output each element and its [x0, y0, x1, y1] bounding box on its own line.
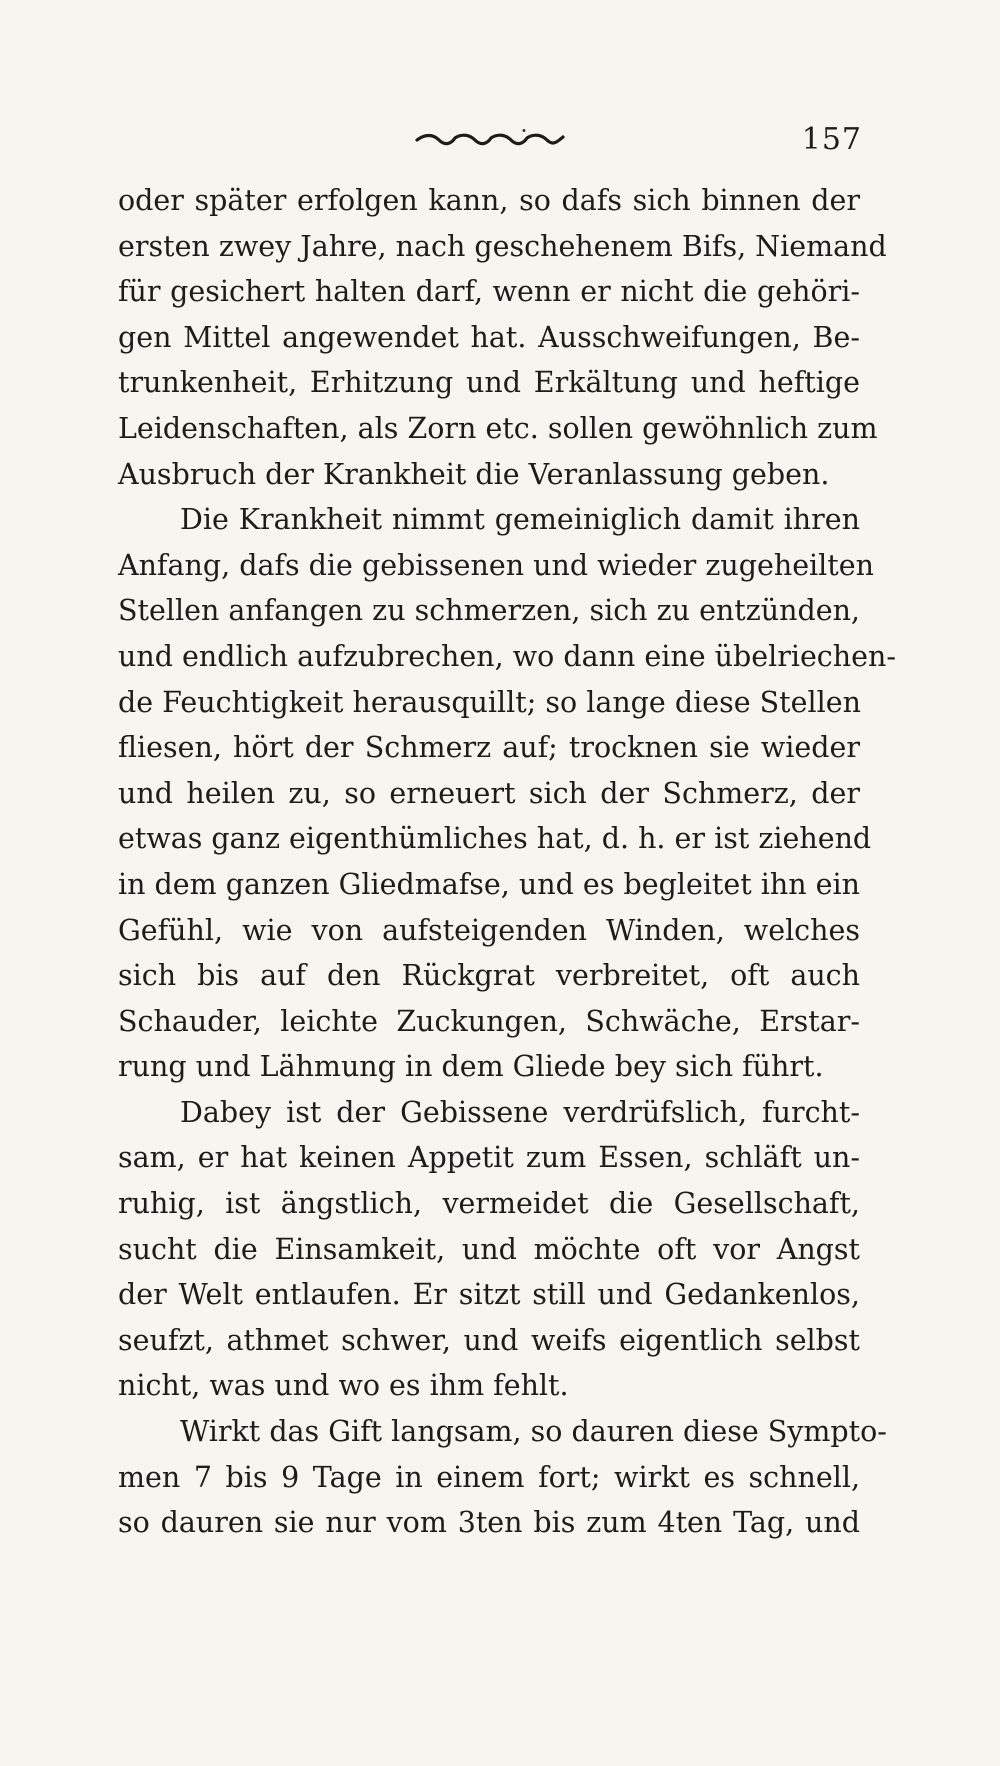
text-line: etwas ganz eigenthümliches hat, d. h. er ist ziehend	[118, 822, 872, 856]
text-line: oder später erfolgen kann, so dafs sich binnen der	[118, 184, 860, 217]
text-line: ersten zwey Jahre, nach geschehenem Bifs, Niemand	[118, 229, 887, 263]
text-line: men 7 bis 9 Tage in einem fort; wirkt es schnell,	[118, 1460, 860, 1494]
paragraph-2	[118, 497, 896, 1090]
paragraph-1	[118, 178, 887, 497]
text-line: Ausbruch der Krankheit die Veranlassung geben.	[118, 457, 830, 491]
text-line: Wirkt das Gift langsam, so dauren diese Sympto-	[180, 1415, 887, 1449]
text-line: Leidenschaften, als Zorn etc. sollen gewöhnlich zum	[118, 411, 878, 445]
text-line: Anfang, dafs die gebissenen und wieder zugeheilten	[118, 548, 874, 582]
text-line: so dauren sie nur vom 3ten bis zum 4ten Tag, und	[118, 1506, 860, 1540]
text-line: nicht, was und wo es ihm fehlt.	[118, 1369, 569, 1403]
text-line: sam, er hat keinen Appetit zum Essen, schläft un-	[118, 1141, 860, 1175]
paragraph-4	[118, 1409, 887, 1546]
text-line: fliesen, hört der Schmerz auf; trocknen sie wieder	[118, 731, 860, 765]
body-text	[118, 178, 896, 1546]
text-line: sich bis auf den Rückgrat verbreitet, oft auch	[118, 959, 860, 993]
text-line: rung und Lähmung in dem Gliede bey sich führt.	[118, 1050, 824, 1084]
text-line: Schauder, leichte Zuckungen, Schwäche, Erstar-	[118, 1004, 860, 1038]
text-line: sucht die Einsamkeit, und möchte oft vor Angst	[118, 1232, 860, 1266]
text-line: in dem ganzen Gliedmafse, und es begleitet ihn ein	[118, 867, 860, 901]
text-line: Gefühl, wie von aufsteigenden Winden, welches	[118, 913, 860, 947]
text-line: seufzt, athmet schwer, und weifs eigentlich selbst	[118, 1323, 860, 1357]
paragraph-3	[118, 1090, 860, 1409]
text-line: Die Krankheit nimmt gemeiniglich damit ihren	[180, 503, 860, 537]
text-line: Stellen anfangen zu schmerzen, sich zu entzünden,	[118, 594, 860, 628]
text-line: trunkenheit, Erhitzung und Erkältung und heftige	[118, 366, 860, 400]
text-line: und heilen zu, so erneuert sich der Schmerz, der	[118, 776, 860, 810]
text-line: gen Mittel angewendet hat. Ausschweifungen, Be-	[118, 320, 860, 354]
text-line: und endlich aufzubrechen, wo dann eine übelriechen-	[118, 639, 896, 673]
text-line: ruhig, ist ängstlich, vermeidet die Gesellschaft,	[118, 1187, 860, 1221]
text-line: Dabey ist der Gebissene verdrüfslich, furcht-	[180, 1095, 860, 1129]
decorative-wave-ornament-icon	[415, 128, 565, 148]
text-line: der Welt entlaufen. Er sitzt still und Gedankenlos,	[118, 1278, 860, 1312]
text-line: de Feuchtigkeit herausquillt; so lange diese Stellen	[118, 685, 861, 719]
text-line: für gesichert halten darf, wenn er nicht die gehöri-	[118, 275, 860, 309]
page-header	[0, 100, 1000, 160]
page-number: 157	[801, 122, 862, 157]
